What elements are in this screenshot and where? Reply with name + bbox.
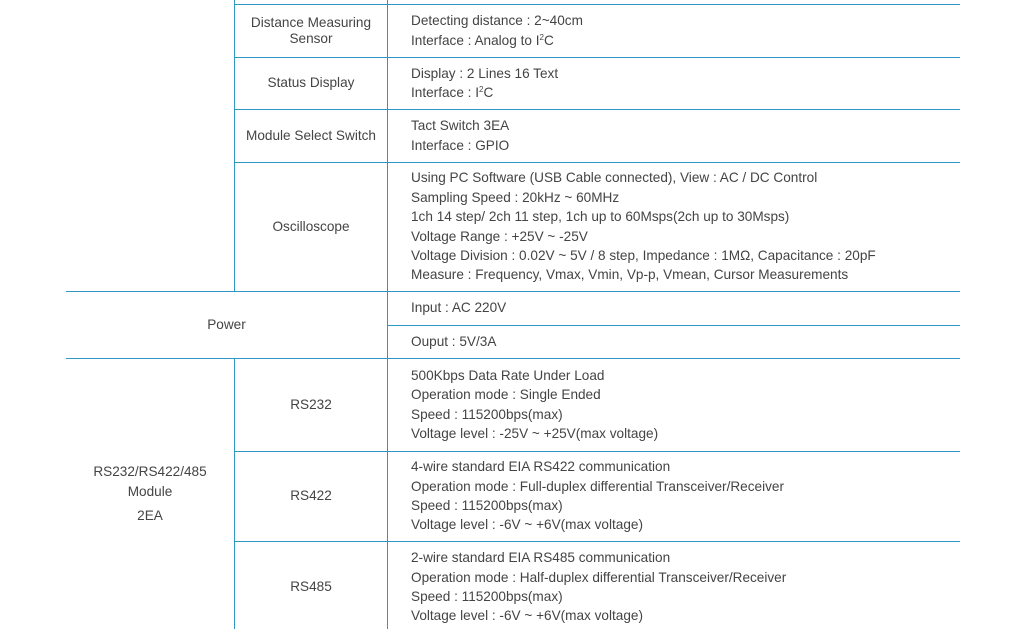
rs485-label xyxy=(235,541,387,633)
rs232-label xyxy=(235,358,387,451)
spec-line: Using PC Software (USB Cable connected), View : AC / DC Control xyxy=(411,170,818,186)
status-display-label xyxy=(235,57,387,109)
distance-sensor-label xyxy=(235,4,387,57)
oscilloscope-label-text: Oscilloscope xyxy=(272,218,350,234)
spec-line: Operation mode : Full-duplex differential Transceiver/Receiver xyxy=(411,478,784,494)
spec-line-interface xyxy=(411,83,558,102)
column-divider xyxy=(387,0,388,629)
spec-line: Sampling Speed : 20kHz ~ 60MHz xyxy=(411,189,620,205)
spec-line: Voltage level : -25V ~ +25V(max voltage) xyxy=(411,425,659,441)
distance-sensor-specs xyxy=(411,4,583,57)
spec-line: Voltage level : -6V ~ +6V(max voltage) xyxy=(411,608,643,624)
interface-suffix: C xyxy=(483,85,494,100)
spec-line: Interface : GPIO xyxy=(411,137,510,153)
status-display-specs xyxy=(411,57,558,109)
power-label-text: Power xyxy=(207,316,246,332)
oscilloscope-specs xyxy=(411,162,876,291)
rs232-label-text: RS232 xyxy=(290,396,332,412)
distance-sensor-label-line1: Distance Measuring xyxy=(250,14,372,30)
spec-line: Operation mode : Half-duplex differential Transceiver/Receiver xyxy=(411,569,787,585)
distance-sensor-label-line2: Sensor xyxy=(289,30,333,46)
power-input xyxy=(411,291,506,325)
rs-module-label-line3: 2EA xyxy=(137,507,163,523)
spec-line: Voltage level : -6V ~ +6V(max voltage) xyxy=(411,517,643,533)
interface-prefix: Interface : I xyxy=(411,85,480,100)
spec-line: Speed : 115200bps(max) xyxy=(411,498,563,513)
spec-line-interface xyxy=(411,31,583,50)
interface-sup: 2 xyxy=(539,32,544,42)
spec-line: Speed : 115200bps(max) xyxy=(411,589,563,604)
spec-line: Display : 2 Lines 16 Text xyxy=(411,65,559,81)
module-select-switch-specs xyxy=(411,109,509,162)
spec-line: Ouput : 5V/3A xyxy=(411,333,497,349)
rs422-label-text: RS422 xyxy=(290,488,332,503)
spec-line: 2-wire standard EIA RS485 communication xyxy=(411,550,671,566)
rs-module-label-line1: RS232/RS422/485 xyxy=(93,463,207,479)
rs-module-label xyxy=(66,358,234,629)
spec-line: Tact Switch 3EA xyxy=(411,118,510,134)
rs485-specs xyxy=(411,541,786,633)
rs485-label-text: RS485 xyxy=(290,579,332,594)
rs-module-label-line2: Module xyxy=(127,483,173,499)
spec-line: 1ch 14 step/ 2ch 11 step, 1ch up to 60Msps(2ch up to 30Msps) xyxy=(411,209,790,225)
spec-line: Voltage Division : 0.02V ~ 5V / 8 step, Impedance : 1MΩ, Capacitance : 20pF xyxy=(411,247,876,263)
module-select-switch-label xyxy=(235,109,387,162)
power-label xyxy=(66,291,387,358)
interface-sup: 2 xyxy=(479,85,484,94)
oscilloscope-label xyxy=(235,162,387,291)
rs422-label xyxy=(235,451,387,541)
rs422-specs xyxy=(411,451,784,541)
spec-line: Measure : Frequency, Vmax, Vmin, Vp-p, Vmean, Cursor Measurements xyxy=(411,267,849,283)
interface-suffix: C xyxy=(543,32,554,48)
spec-line: 4-wire standard EIA RS422 communication xyxy=(411,459,671,475)
spec-line: Operation mode : Single Ended xyxy=(411,387,601,403)
spec-line: Detecting distance : 2~40cm xyxy=(411,13,583,29)
spec-line: 500Kbps Data Rate Under Load xyxy=(411,367,605,383)
interface-prefix: Interface : Analog to I xyxy=(411,32,540,48)
power-output xyxy=(411,325,496,358)
spec-line: Voltage Range : +25V ~ -25V xyxy=(411,228,588,244)
spec-line: Speed : 115200bps(max) xyxy=(411,406,563,422)
spec-line: Input : AC 220V xyxy=(411,300,507,316)
module-select-switch-label-text: Module Select Switch xyxy=(246,127,376,143)
rs232-specs xyxy=(411,358,658,451)
status-display-label-text: Status Display xyxy=(267,75,355,90)
